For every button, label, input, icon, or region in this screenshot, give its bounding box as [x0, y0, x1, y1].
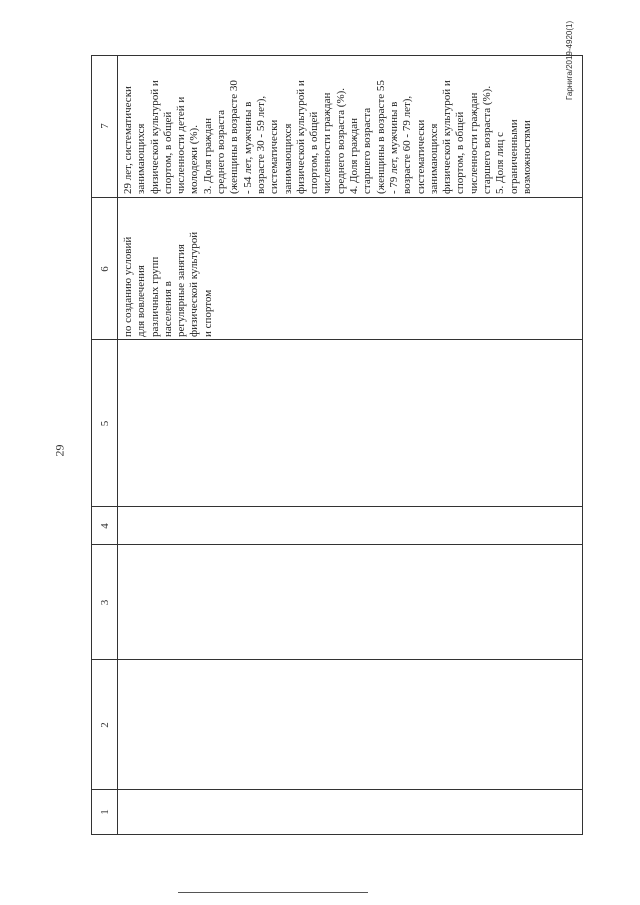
text-line: 29 лет, систематически [122, 86, 134, 194]
column-header-1: 1 [99, 809, 111, 815]
text-line: и спортом [201, 289, 214, 337]
column-header-6: 6 [99, 266, 111, 272]
column-header-4: 4 [99, 523, 111, 529]
table-frame [91, 55, 583, 835]
column-divider [92, 506, 582, 507]
text-line: систематически [414, 119, 427, 194]
text-line: старшего возраста [361, 107, 374, 194]
text-line: среднего возраста [215, 109, 228, 194]
text-line: 4. Доля граждан [348, 117, 361, 194]
text-line: регулярные занятия [175, 244, 188, 337]
column-header-2: 2 [99, 722, 111, 728]
text-line: ограниченными [507, 119, 520, 194]
column-divider [92, 544, 582, 545]
text-line: спортом, в общей [454, 111, 467, 194]
bottom-rule [178, 892, 368, 893]
column-divider [92, 659, 582, 660]
text-line: занимающихся [135, 123, 148, 194]
text-line: занимающихся [281, 123, 294, 194]
column-header-5: 5 [99, 420, 111, 427]
text-line: спортом, в общей [161, 111, 174, 194]
column-header-3: 3 [99, 599, 111, 606]
text-line: численности граждан [321, 92, 334, 194]
text-line: физической культурой и [441, 80, 454, 194]
text-line: возрасте 60 - 79 лет), [401, 95, 414, 194]
text-line: среднего возраста (%). [334, 87, 347, 194]
column-header-7: 7 [99, 123, 111, 129]
text-line: - 79 лет, мужчины в [387, 101, 400, 194]
text-line: 3. Доля граждан [201, 117, 214, 194]
cell-column-6 [122, 204, 215, 337]
text-line: физической культурой [188, 231, 201, 337]
page-number: 29 [52, 444, 67, 457]
text-line: систематически [268, 119, 281, 194]
column-divider [92, 789, 582, 790]
text-line: физической культурой и [148, 80, 161, 194]
text-line: - 54 лет, мужчины в [241, 101, 254, 194]
cell-column-7 [122, 56, 534, 194]
rotated-table [91, 55, 583, 835]
text-line: занимающихся [427, 123, 440, 194]
text-line: по созданию условий [122, 236, 134, 337]
header-row [92, 56, 118, 834]
text-line: численности граждан [467, 92, 480, 194]
text-line: старшего возраста (%). [481, 85, 494, 194]
text-line: для вовлечения [135, 265, 148, 337]
text-line: возрасте 30 - 59 лет), [254, 95, 267, 194]
text-line: различных групп [148, 256, 161, 337]
text-line: молодежи (%). [188, 125, 201, 194]
text-line: спортом, в общей [308, 111, 321, 194]
text-line: (женщины в возрасте 55 [374, 80, 387, 194]
text-line: физической культурой и [294, 80, 307, 194]
text-line: населения в [161, 281, 174, 337]
text-line: возможностями [520, 120, 533, 194]
text-line: 5. Доля лиц с [494, 131, 507, 194]
text-line: (женщины в возрасте 30 [228, 80, 241, 194]
text-line: численности детей и [175, 96, 188, 194]
column-divider [92, 339, 582, 340]
document-code: Гарнига/2019-4920(1) [565, 20, 574, 100]
column-divider [92, 197, 582, 198]
